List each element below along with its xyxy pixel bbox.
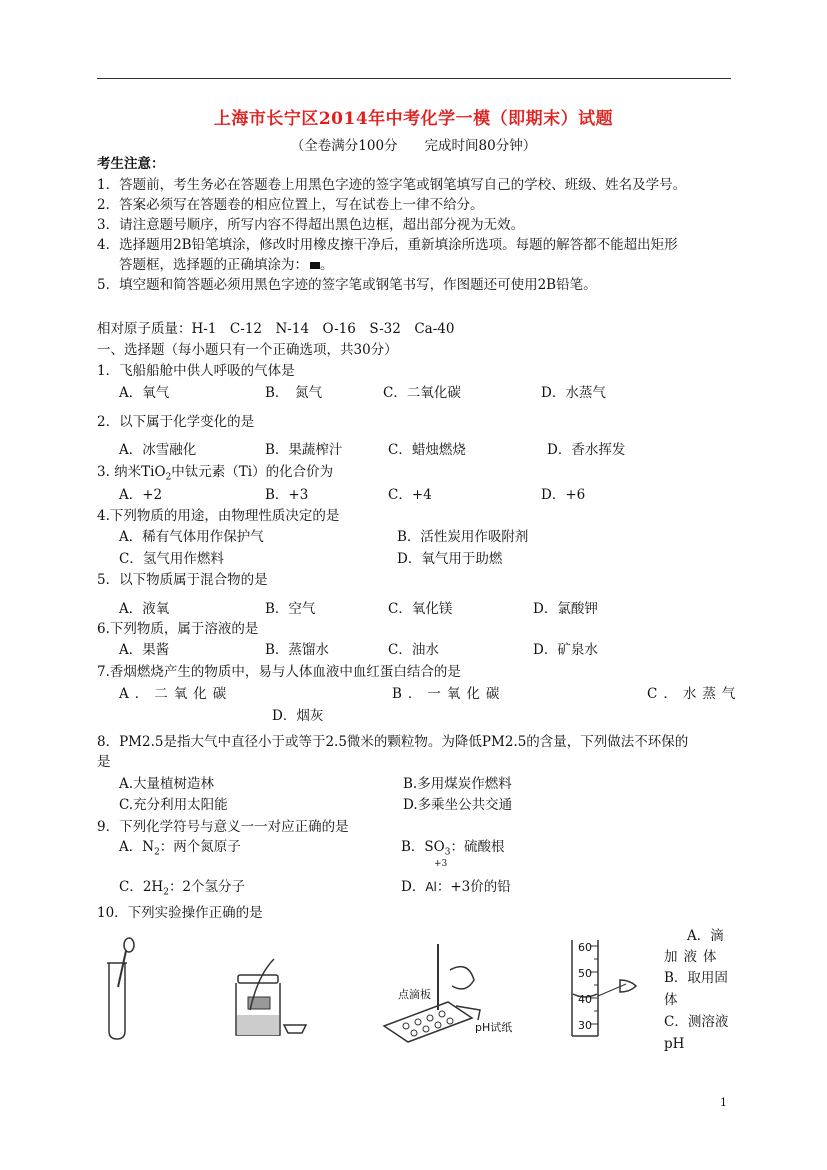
question-stem: 6.下列物质，属于溶液的是 [97,621,259,637]
option: A．氧气 [119,385,170,401]
option: D．氧气用于助燃 [397,551,503,567]
cylinder-tick-label: 60 [578,941,592,954]
option: A．$N_2$：两个氮原子 [119,839,241,858]
option: B． 氮气 [265,385,323,401]
question-stem: 4.下列物质的用途，由物理性质决定的是 [97,508,340,524]
option: C．$2H_2$：2个氢分子 [119,879,246,898]
option: D．氯酸钾 [533,601,598,617]
option: A．冰雪融化 [119,442,197,458]
option: A．稀有气体用作保护气 [119,529,264,545]
option: B．取用固 [664,970,728,986]
header-rule [97,78,731,79]
question-stem: 5．以下物质属于混合物的是 [97,572,268,588]
option: A．+2 [119,487,163,503]
notice-item: 2．答案必须写在答题卷的相应位置上，写在试卷上一律不给分。 [97,197,484,213]
option: C．油水 [388,642,439,658]
question-stem: 1．飞船船舱中供人呼吸的气体是 [97,363,295,379]
option: pH [664,1036,685,1052]
page-subtitle: （全卷满分100分 完成时间80分钟） [290,138,537,154]
page-number: 1 [720,1096,727,1109]
atomic-mass: 相对原子质量：H-1 C-12 N-14 O-16 S-32 Ca-40 [97,321,455,337]
ph-paper-label: pH试纸 [475,1021,513,1034]
option: D．烟灰 [272,708,324,724]
spot-plate-label: 点滴板 [398,988,431,1001]
option: D.多乘坐公共交通 [403,797,513,813]
option: B．蒸馏水 [265,642,329,658]
notice-heading: 考生注意： [97,156,165,172]
option: B．+3 [265,487,309,503]
option: A．液氧 [119,601,170,617]
option: B．$SO_3$：硫酸根 [401,839,505,858]
option: C．氧化镁 [388,601,453,617]
option: C．水蒸气 [647,686,742,702]
option: A．滴 [687,928,724,944]
option: C．氢气用作燃料 [119,551,224,567]
option: C．蜡烛燃烧 [388,442,466,458]
option: A．二氧化碳 [119,686,233,702]
question-stem: 9．下列化学符号与意义一一对应正确的是 [97,819,349,835]
option: 加液体 [664,949,723,965]
option: D．+6 [541,487,586,503]
option: B.多用煤炭作燃料 [403,776,512,792]
notice-item: 1．答题前，考生务必在答题卷上用黑色字迹的签字笔或钢笔填写自己的学校、班级、姓名及学号。 [97,177,687,193]
option: D．Al：+3价的铅 [401,879,511,895]
question-stem: 3. 纳米TiO$_2$中钛元素（Ti）的化合价为 [97,464,334,483]
valence-mark: +3 [434,859,448,869]
cylinder-tick-label: 40 [578,993,592,1006]
option: B．果蔬榨汁 [265,442,343,458]
question-stem: 7.香烟燃烧产生的物质中，易与人体血液中血红蛋白结合的是 [97,664,461,680]
notice-item: 3．请注意题号顺序，所写内容不得超出黑色边框，超出部分视为无效。 [97,217,525,233]
question-stem: 是 [97,754,111,770]
option: A.大量植树造林 [119,776,215,792]
notice-item: 答题框，选择题的正确填涂为： 。 [119,257,334,273]
option: B．一氧化碳 [392,686,506,702]
question-stem: 2．以下属于化学变化的是 [97,414,255,430]
filled-box-icon [310,262,320,269]
notice-item: 4．选择题用2B铅笔填涂，修改时用橡皮擦干净后，重新填涂所选项。每题的解答都不能超出矩形 [97,237,678,253]
option: A．果酱 [119,642,170,658]
option: C.充分利用太阳能 [119,797,228,813]
page-title: 上海市长宁区2014年中考化学一模（即期末）试题 [213,109,614,129]
question-stem: 10．下列实验操作正确的是 [97,905,263,921]
section-heading: 一、选择题（每小题只有一个正确选项，共30分） [97,342,398,358]
cylinder-tick-label: 30 [578,1019,592,1032]
question-stem: 8．PM2.5是指大气中直径小于或等于2.5微米的颗粒物。为降低PM2.5的含量，下列做法不环保的 [97,734,689,750]
option: C．+4 [388,487,432,503]
option: D．矿泉水 [533,642,598,658]
option: 体 [664,992,678,1008]
option: B．活性炭用作吸附剂 [397,529,529,545]
cylinder-tick-label: 50 [578,967,592,980]
option: D．水蒸气 [541,385,606,401]
option: C．测溶液 [664,1014,729,1030]
notice-item: 5．填空题和简答题必须用黑色字迹的签字笔或钢笔书写，作图题还可使用2B铅笔。 [97,277,597,293]
dropper-test-tube-figure [100,935,140,1045]
option: D．香水挥发 [547,442,626,458]
option: B．空气 [265,601,316,617]
option: C．二氧化碳 [383,385,461,401]
jar-spoon-figure [230,955,310,1045]
